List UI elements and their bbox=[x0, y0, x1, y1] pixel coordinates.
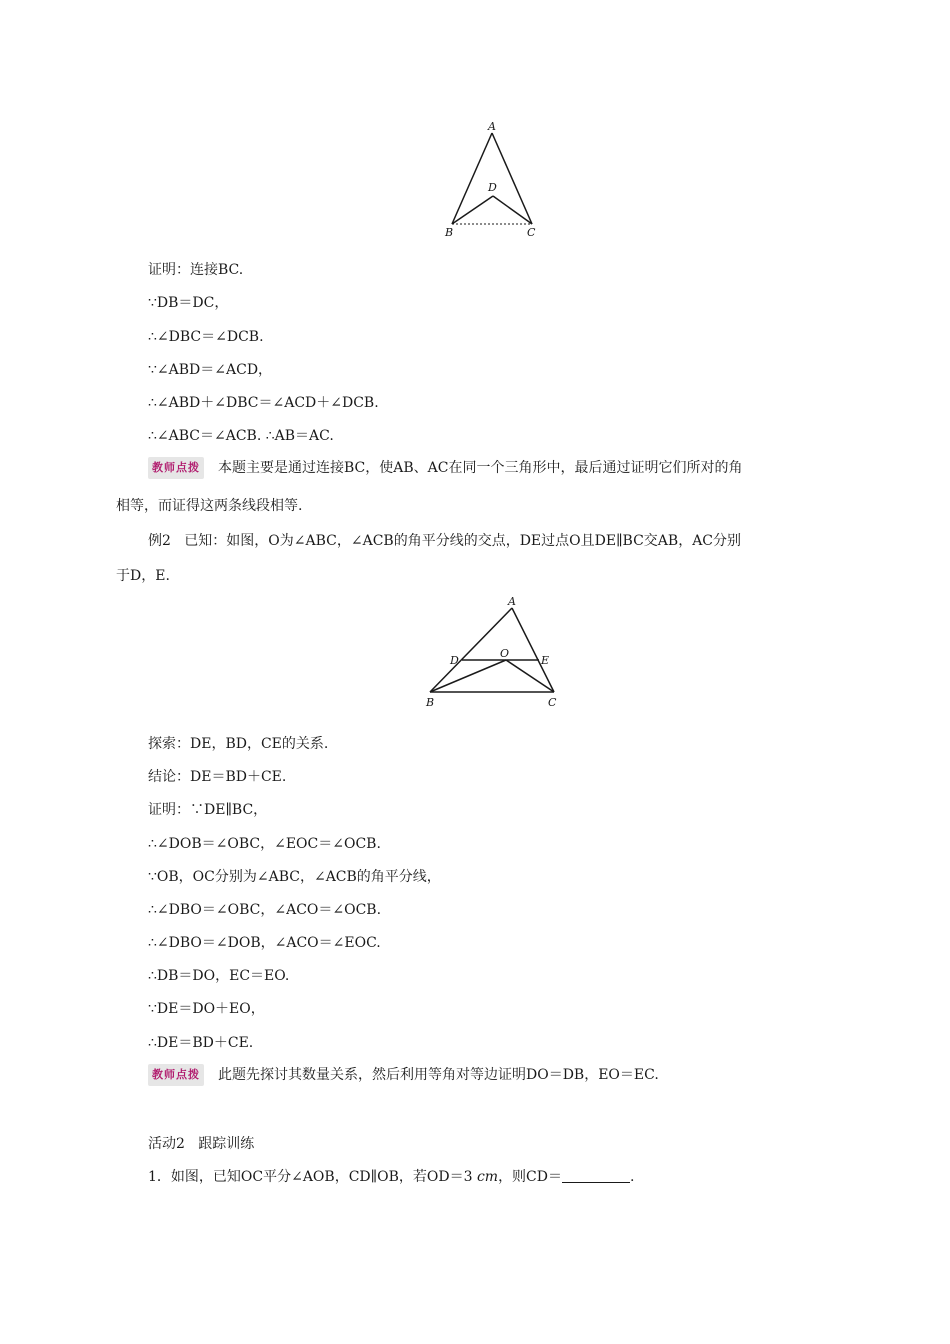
proof2-line-1: 探索：DE，BD，CE的关系. bbox=[148, 736, 329, 752]
exercise1-prefix: 1．如图，已知OC平分∠AOB，CD∥OB，若OD＝3 bbox=[148, 1169, 477, 1185]
exercise1-unit: cm bbox=[476, 1169, 499, 1185]
teacher-tip-badge: 教师点拨 bbox=[148, 1064, 204, 1086]
label-B: B bbox=[445, 226, 454, 239]
label-A: A bbox=[488, 120, 496, 133]
label-C: C bbox=[527, 226, 536, 239]
label-D: D bbox=[488, 181, 497, 194]
answer-blank[interactable] bbox=[562, 1168, 630, 1183]
label-A: A bbox=[508, 595, 516, 608]
label-C: C bbox=[548, 696, 557, 709]
proof2-line-3: 证明：∵DE∥BC， bbox=[148, 802, 268, 818]
exercise1-mid: ，则CD＝ bbox=[498, 1169, 562, 1185]
proof2-line-8: ∴DB＝DO，EC＝EO. bbox=[148, 968, 290, 984]
figure-triangle-with-parallel-de bbox=[418, 592, 568, 712]
proof1-line-2: ∵DB＝DC， bbox=[148, 295, 229, 311]
activity-heading bbox=[148, 1134, 254, 1154]
example2-line2: 于D，E. bbox=[116, 568, 170, 584]
proof2-line-10: ∴DE＝BD＋CE. bbox=[148, 1035, 254, 1051]
label-O: O bbox=[500, 647, 510, 660]
tip1-line2: 相等，而证得这两条线段相等. bbox=[116, 498, 303, 514]
proof1-line-6: ∴∠ABC＝∠ACB. ∴AB＝AC. bbox=[148, 428, 334, 444]
example2-line1 bbox=[148, 531, 741, 551]
exercise1-end: . bbox=[630, 1169, 635, 1185]
activity-title: 跟踪训练 bbox=[198, 1136, 255, 1152]
proof2-line-6: ∴∠DBO＝∠OBC，∠ACO＝∠OCB. bbox=[148, 902, 382, 918]
tip2-text: 此题先探讨其数量关系，然后利用等角对等边证明DO＝DB，EO＝EC. bbox=[218, 1067, 659, 1083]
proof2-line-2: 结论：DE＝BD＋CE. bbox=[148, 769, 287, 785]
teacher-tip-2 bbox=[148, 1064, 659, 1086]
example2-text1: 已知：如图，O为∠ABC，∠ACB的角平分线的交点，DE过点O且DE∥BC交AB，AC分别 bbox=[184, 533, 742, 549]
proof1-line-3: ∴∠DBC＝∠DCB. bbox=[148, 329, 264, 345]
proof1-line-5: ∴∠ABD＋∠DBC＝∠ACD＋∠DCB. bbox=[148, 395, 379, 411]
label-D: D bbox=[450, 654, 459, 667]
proof2-line-5: ∵OB，OC分别为∠ABC，∠ACB的角平分线， bbox=[148, 869, 441, 885]
proof2-line-4: ∴∠DOB＝∠OBC，∠EOC＝∠OCB. bbox=[148, 836, 381, 852]
proof2-line-9: ∵DE＝DO＋EO， bbox=[148, 1001, 265, 1017]
figure-triangle-abc-with-d bbox=[440, 118, 550, 240]
proof2-line-7: ∴∠DBO＝∠DOB，∠ACO＝∠EOC. bbox=[148, 935, 381, 951]
proof1-line-4: ∵∠ABD＝∠ACD， bbox=[148, 362, 273, 378]
proof1-line-1: 证明：连接BC. bbox=[148, 262, 244, 278]
teacher-tip-badge: 教师点拨 bbox=[148, 457, 204, 479]
example-label: 例2 bbox=[148, 533, 171, 549]
label-B: B bbox=[426, 696, 435, 709]
label-E: E bbox=[541, 654, 550, 667]
teacher-tip-1 bbox=[148, 457, 742, 479]
tip1-line1: 本题主要是通过连接BC，使AB、AC在同一个三角形中，最后通过证明它们所对的角 bbox=[218, 460, 743, 476]
exercise-1 bbox=[148, 1167, 634, 1187]
activity-label: 活动2 bbox=[148, 1136, 185, 1152]
